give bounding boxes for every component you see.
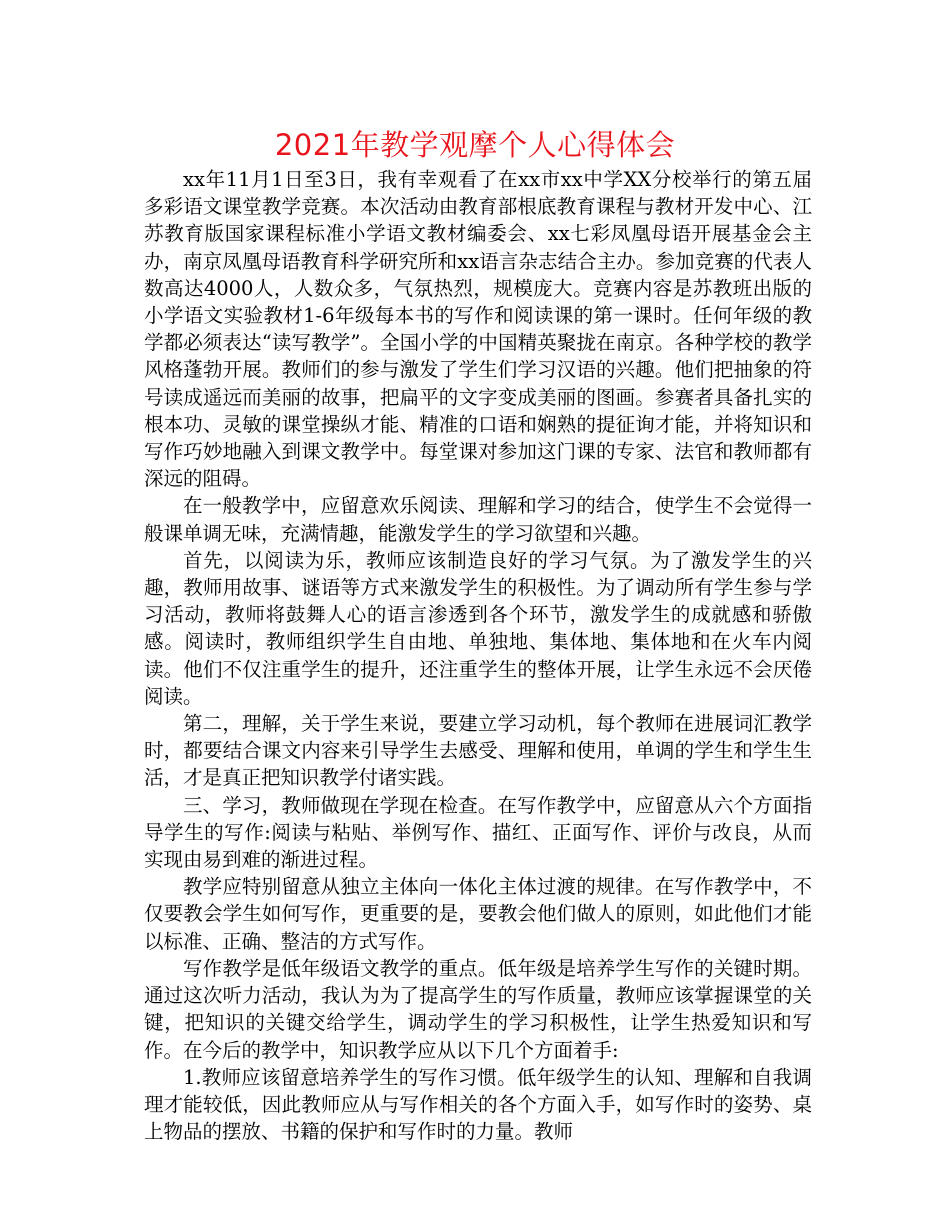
paragraph-point-1: 1.教师应该留意培养学生的写作习惯。低年级学生的认知、理解和自我调理才能较低，因此教师应从与写作相关的各个方面入手，如写作时的姿势、桌上物品的摆放、书籍的保护和写作时的力量。教师 [144, 1065, 812, 1144]
paragraph-first-reading: 首先，以阅读为乐，教师应该制造良好的学习气氛。为了激发学生的兴趣，教师用故事、谜语等方式来激发学生的积极性。为了调动所有学生参与学习活动，教师将鼓舞人心的语言渗透到各个环节，激发学生的成就感和骄傲感。阅读时，教师组织学生自由地、单独地、集体地、集体地和在火车内阅读。他们不仅注重学生的提升，还注重学生的整体开展，让学生永远不会厌倦阅读。 [144, 548, 812, 708]
document-title: 2021年教学观摩个人心得体会 [274, 128, 676, 162]
paragraph-transition-rule: 教学应特别留意从独立主体向一体化主体过渡的规律。在写作教学中，不仅要教会学生如何写作，更重要的是，要教会他们做人的原则，如此他们才能以标准、正确、整洁的方式写作。 [144, 875, 812, 953]
paragraph-writing-focus: 写作教学是低年级语文教学的重点。低年级是培养学生写作的关键时期。通过这次听力活动，我认为为了提高学生的写作质量，教师应该掌握课堂的关键，把知识的关键交给学生，调动学生的学习积极性，让学生热爱知识和写作。在今后的教学中，知识教学应从以下几个方面着手: [144, 956, 812, 1062]
paragraph-third-learning: 三、学习，教师做现在学现在检查。在写作教学中，应留意从六个方面指导学生的写作:阅读与粘贴、举例写作、描红、正面写作、评价与改良，从而实现由易到难的渐进过程。 [144, 793, 812, 872]
paragraph-second-understanding: 第二，理解，关于学生来说，要建立学习动机，每个教师在进展词汇教学时，都要结合课文内容来引导学生去感受、理解和使用，单调的学生和学生生活，才是真正把知识教学付诸实践。 [144, 712, 812, 790]
paragraph-general-teaching: 在一般教学中，应留意欢乐阅读、理解和学习的结合，使学生不会觉得一般课单调无味，充满情趣，能激发学生的学习欲望和兴趣。 [144, 494, 812, 545]
paragraph-intro: xx年11月1日至3日，我有幸观看了在xx市xx中学XX分校举行的第五届多彩语文课堂教学竞赛。本次活动由教育部根底教育课程与教材开发中心、江苏教育版国家课程标准小学语文教材编委会、xx七彩凤凰母语开展基金会主办，南京凤凰母语教育科学研究所和xx语言杂志结合主办。参加竞赛的代表人数高达4000人，人数众多，气氛热烈，规模庞大。竞赛内容是苏教班出版的小学语文实验教材1-6年级每本书的写作和阅读课的第一课时。任何年级的教学都必须表达“读写教学”。全国小学的中国精英聚拢在南京。各种学校的教学风格蓬勃开展。教师们的参与激发了学生们学习汉语的兴趣。他们把抽象的符号读成遥远而美丽的故事，把扁平的文字变成美丽的图画。参赛者具备扎实的根本功、灵敏的课堂操纵才能、精准的口语和娴熟的提征询才能，并将知识和写作巧妙地融入到课文教学中。每堂课对参加这门课的专家、法官和教师都有深远的阻碍。 [144, 168, 812, 491]
document-body [144, 166, 812, 1145]
